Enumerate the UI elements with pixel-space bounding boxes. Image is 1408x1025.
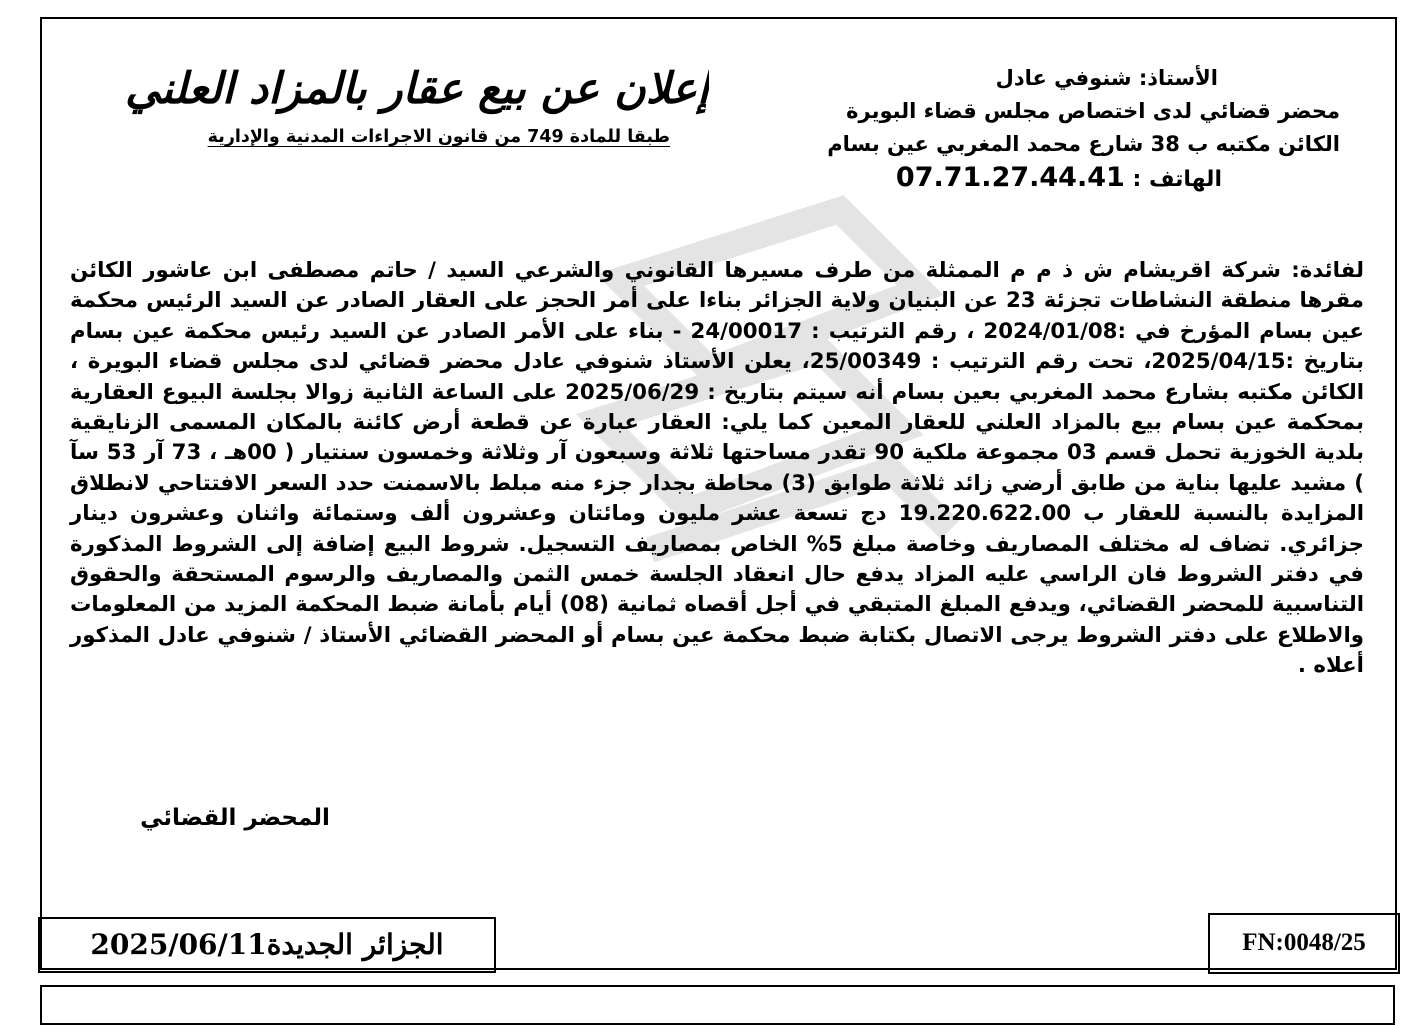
newspaper-name: الجزائر الجديدة [266,928,444,961]
bailiff-name: الأستاذ: شنوفي عادل [995,66,1218,90]
bailiff-address: الكائن مكتبه ب 38 شارع محمد المغربي عين بسام [827,132,1340,156]
announcement-title: إعلان عن بيع عقار بالمزاد العلني [125,64,709,114]
file-number: FN:0048/25 [1208,913,1400,974]
announcement-body: لفائدة: شركة اقريشام ش ذ م م الممثلة من طرف مسيرها القانوني والشرعي السيد / حاتم مصطفى ابن عاشور الكائن مقرها منطقة النشاطات تجزئة 23 عن البنيان ولاية الجزائر بناءا على أمر الحجز على العقار الصادر عن السيد الرئيس محكمة عين بسام المؤرخ في :2024/01/08 ، رقم الترتيب : 24/00017 - بناء على الأمر الصادر عن السيد رئيس محكمة عين بسام بتاريخ :2025/04/15، تحت رقم الترتيب : 25/00349، يعلن الأستاذ شنوفي عادل محضر قضائي لدى مجلس قضاء البويرة ، الكائن مكتبه بشارع محمد المغربي بعين بسام أنه سيتم بتاريخ : 2025/06/29 على الساعة الثانية زوالا بجلسة البيوع العقارية بمحكمة عين بسام بيع بالمزاد العلني للعقار المعين كما يلي: العقار عبارة عن قطعة أرض كائنة بالمكان المسمى الزنايقية بلدية الخوزية تحمل قسم 03 مجموعة ملكية 90 تقدر مساحتها ثلاثة وسبعون آر وثلاثة وخمسون سنتيار ( 00هـ ، 73 آر 53 سآ ) مشيد عليها بناية من طابق أرضي زائد ثلاثة طوابق (3) محاطة بجدار جزء منه مبلط بالاسمنت حدد السعر الافتتاحي لانطلاق المزايدة بالنسبة للعقار ب 19.220.622.00 دج تسعة عشر مليون ومائتان وعشرون ألف وستمائة واثنان وعشرون دينار جزائري. تضاف له مختلف المصاريف وخاصة مبلغ 5% الخاص بمصاريف التسجيل. شروط البيع إضافة إلى الشروط المذكورة في دفتر الشروط فان الراسي عليه المزاد يدفع حال انعقاد الجلسة خمس الثمن والمصاريف والرسوم المستحقة والحقوق التناسبية للمحضر القضائي، ويدفع المبلغ المتبقي في أجل أقصاه ثمانية (08) أيام بأمانة ضبط المحكمة المزيد من المعلومات والاطلاع على دفتر الشروط يرجى الاتصال بكتابة ضبط محكمة عين بسام أو المحضر القضائي الأستاذ / شنوفي عادل المذكور أعلاه . [70,258,1365,679]
signature: المحضر القضائي [140,805,330,831]
next-announcement-frame [40,985,1395,1025]
bailiff-info [720,62,1340,196]
publication-date: 2025/06/11 [90,928,267,961]
publication-box [38,917,496,973]
phone-label: الهاتف : [1132,167,1222,192]
bailiff-role: محضر قضائي لدى اختصاص مجلس قضاء البويرة [846,99,1340,123]
bailiff-phone-line [720,161,1222,196]
legal-reference: طبقا للمادة 749 من قانون الاجراءات المدنية والإدارية [207,127,670,147]
phone-number: 07.71.27.44.41 [895,162,1125,193]
